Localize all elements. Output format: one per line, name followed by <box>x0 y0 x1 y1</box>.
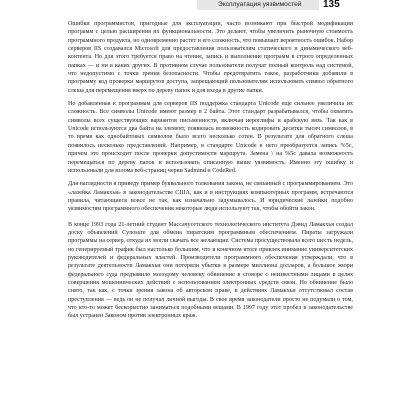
running-header <box>0 0 420 12</box>
paragraph-2: Но добавленная к программам для серверов IIS поддержка стандарта Unicode еще сильнее увеличила их сложность. Все символы Unicode имеют размер в 2 байта. Этот стандарт разрабатывался, чтобы охватить символы всех существующих вариантов письменности, включая иероглифы и арабскую вязь. Так как в Unicode используются два байта на элемент, появилась возможность кодировать десятки тысяч символов, в то время как однобайтовых символов было всего несколько сотен. В результате для обратного слеша появилось несколько представлений. Например, в стандарте Unicode в него преобразуется запись %5c, причем это происходит после проверки допустимости маршрута. Замена \ на %5c давала возможность перемещаться по дереву папок и использовать описанную выше уязвимость. Именно эту ошибку и использовали для взлома веб-страниц черви Sadmind и CodeRed. <box>68 101 353 174</box>
header-title: Эксплуатация уязвимостей <box>218 1 302 8</box>
page-number: 135 <box>323 0 340 10</box>
paragraph-3: Для наглядности я приведу пример буквального толкования закона, не связанный с программированием. Это «лазейка Ламакхья» в законодательстве США, как и в инструкциях компьютерных программ, встречаются правила, читающиеся вовсе не так, как изначально задумывалось. И юридические лазейки подобно уязвимостям программного обеспечения некоторые люди используют так, чтобы обойти закон. <box>68 181 353 213</box>
page-body <box>68 20 353 416</box>
paragraph-1: Ошибки программистов, пригодные для эксплуатации, часто возникают при быстрой модификации программ с целью расширения их функциональности. Это делают, чтобы увеличить рыночную стоимость программного продукта, но одновременно растет и его сложность, что повышает вероятность ошибок. Набор серверов IIS создавался Microsoft для предоставления пользователям статического и динамического веб-контента. Но для этого требуется право на чтение, запись и выполнение программ в строго определенных папках — и ни в каких других. В противном случае пользователи получат полный контроль над системой, что недопустимо с точки зрения безопасности. Чтобы предотвратить такое, разработчики добавили в программу код проверки маршрутов доступа, запрещающий пользователям использовать символ обратного слеша для перемещения вверх по дереву папок и для входа в другие папки. <box>68 21 353 94</box>
paragraph-4: В конце 1993 года 21-летний студент Массачусетского технологического института Дэвид Ламакхья создал доску объявлений Cynosure для обмена пиратским программным обеспечением. Пираты загружали программы на сервер, откуда их могли скачать все желающие. Система просуществовала всего шесть недель, но генерируемый трафик был настолько большим, что в конечном итоге привлек внимание университетских руководителей и федеральных властей. Производители программного обеспечения утверждали, что в результате деятельности Ламакхьи они потеряли убытки в размере миллиона долларов, а большое жюри федерального суда предъявило молодому человеку обвинение в сговоре с неизвестными лицами в целях совершения мошеннических действий с использованием электронных средств связи. Но обвинение было снято, так как, с точки зрения закона об авторском праве, в действиях Ламакхьи отсутствовал состав преступления — ведь он не получал личной выгоды. В свое время законодатели просто не подумали о том, что кто-то может бескорыстно заниматься подобными вещами. В 1997 году этот пробел в законодательстве был устранен Законом против электронных краж. <box>68 221 353 320</box>
